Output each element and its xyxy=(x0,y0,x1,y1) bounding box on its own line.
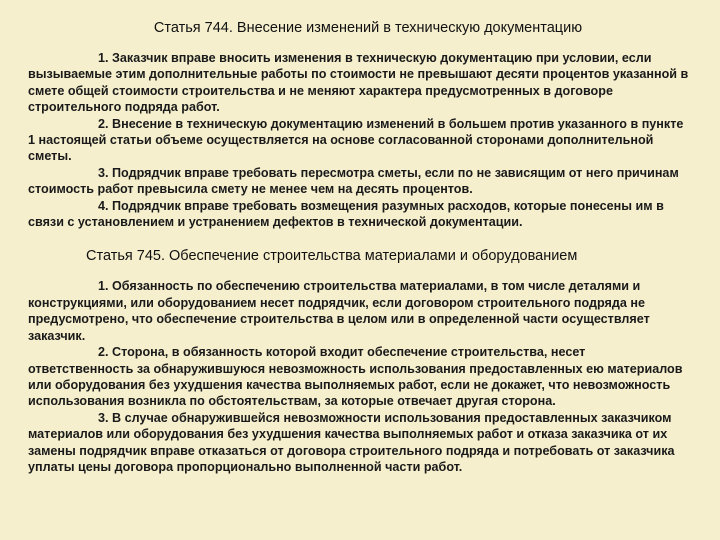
article-745-title: Статья 745. Обеспечение строительства материалами и оборудованием xyxy=(86,248,578,265)
article-744-paragraph-2: 2. Внесение в техническую документацию изменений в большем против указанного в пункте 1 настоящей статьи объеме осуществляется на основе согласованной сторонами дополнительной сметы. xyxy=(28,116,684,164)
article-744-paragraph-3: 3. Подрядчик вправе требовать пересмотра сметы, если по не зависящим от него причинам стоимость работ превысила смету не менее чем на десять процентов. xyxy=(28,165,679,197)
article-744-title: Статья 744. Внесение изменений в техническую документацию xyxy=(153,20,583,36)
article-744-paragraph-4: 4. Подрядчик вправе требовать возмещения разумных расходов, которые понесены им в связи с установлением и устранением дефектов в технической документации. xyxy=(28,198,664,230)
article-744-paragraph-1: 1. Заказчик вправе вносить изменения в техническую документацию при условии, если вызываемые этим дополнительные работы по стоимости не превышают десяти процентов указанной в смете общей стоимости строительства и не меняют характера предусмотренных в договоре строительного подряда работ. xyxy=(28,51,689,115)
article-745-paragraph-1: 1. Обязанность по обеспечению строительства материалами, в том числе деталями и конструкциями, или оборудованием несет подрядчик, если договором строительного подряда не предусмотрено, что обеспечение строительства в целом или в определенной части осуществляет заказчик. xyxy=(28,279,650,343)
article-745-paragraph-2: 2. Сторона, в обязанность которой входит обеспечение строительства, несет ответственность за обнаружившуюся невозможность использования предоставленных ею материалов или оборудования без ухудшения качества выполняемых работ, если не докажет, что невозможность использования возникла по обстоятельствам, за которые отвечает другая сторона. xyxy=(28,345,683,409)
article-744-body xyxy=(28,50,692,230)
article-745-paragraph-3: 3. В случае обнаружившейся невозможности использования предоставленных заказчиком материалов или оборудования без ухудшения качества выполняемых работ и отказа заказчика от их замены подрядчик вправе отказаться от договора строительного подряда и потребовать от заказчика уплаты цены договора пропорционально выполненной части работ. xyxy=(28,410,675,474)
article-745-body xyxy=(28,278,692,475)
